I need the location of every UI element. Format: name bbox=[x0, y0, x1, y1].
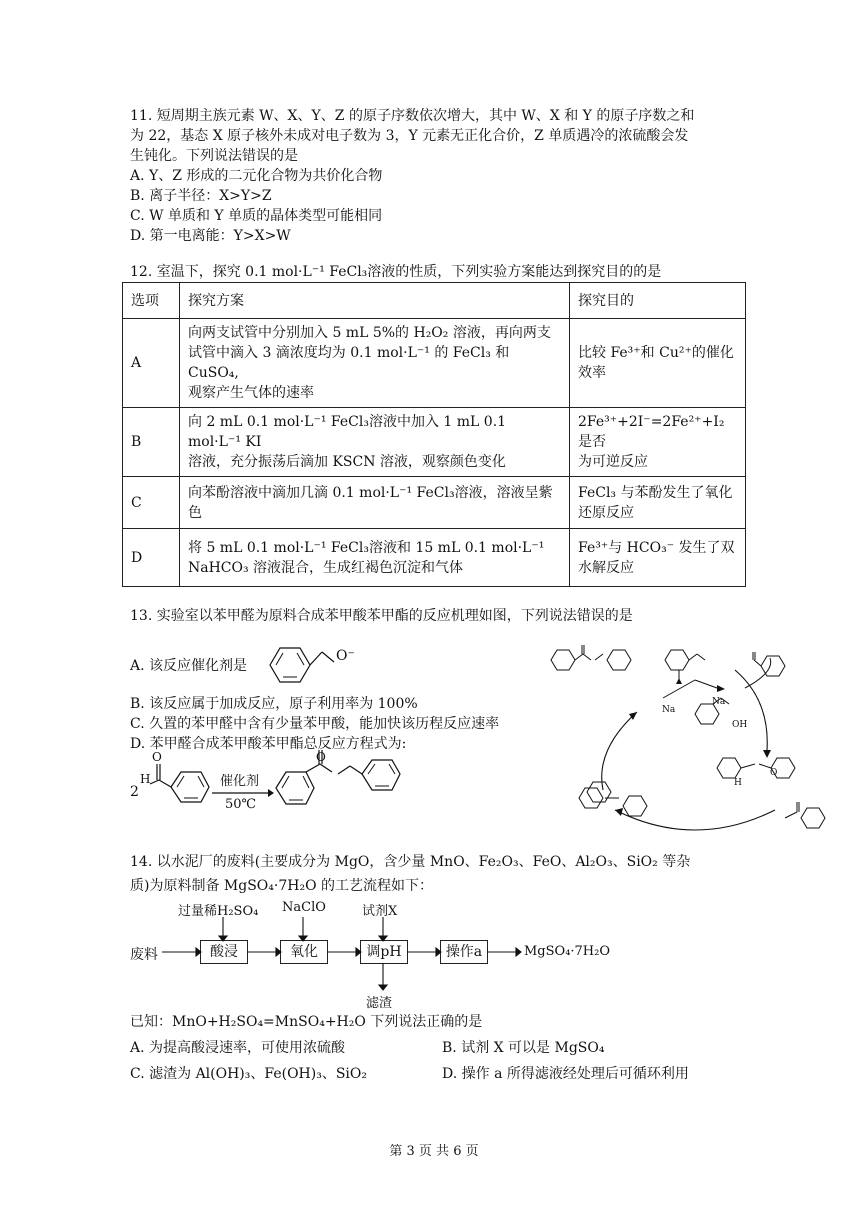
q13-option-b: B. 该反应属于加成反应，原子利用率为 100% bbox=[130, 696, 418, 712]
goal-line: FeCl₃ 与苯酚发生了氧化 bbox=[578, 484, 733, 501]
plan-line: 试管中滴入 3 滴浓度均为 0.1 mol·L⁻¹ 的 FeCl₃ 和 CuSO₄, bbox=[188, 345, 510, 381]
alkoxide-label: O⁻ bbox=[336, 648, 355, 664]
plan-line: 色 bbox=[188, 504, 202, 521]
q11-stem-line2: 为 22，基态 X 原子核外未成对电子数为 3，Y 元素无正化合价，Z 单质遇冷的浓硫酸会发 bbox=[130, 128, 689, 144]
goal-line: 为可逆反应 bbox=[578, 454, 648, 470]
flow-product-label: MgSO₄·7H₂O bbox=[524, 944, 611, 959]
flow-box-acid-leach: 酸浸 bbox=[200, 940, 248, 964]
table-header-goal: 探究目的 bbox=[570, 283, 746, 319]
q12-stem: 12. 室温下，探究 0.1 mol·L⁻¹ FeCl₃溶液的性质，下列实验方案能达到探究目的的是 bbox=[130, 264, 662, 280]
equation-catalyst: 催化剂 bbox=[220, 774, 260, 789]
q13-option-a: A. 该反应催化剂是 bbox=[130, 658, 248, 674]
q11-option-a: A. Y、Z 形成的二元化合物为共价化合物 bbox=[130, 168, 383, 184]
q13-stem: 13. 实验室以苯甲醛为原料合成苯甲酸苯甲酯的反应机理如图，下列说法错误的是 bbox=[130, 608, 633, 624]
plan-line: 溶液，充分振荡后滴加 KSCN 溶液，观察颜色变化 bbox=[188, 454, 506, 470]
q11-stem-line3: 生钝化。下列说法错误的是 bbox=[130, 148, 298, 164]
cycle-na-right-label: Na bbox=[712, 697, 726, 707]
flow-box-adjust-ph: 调pH bbox=[360, 940, 408, 964]
goal-line: 还原反应 bbox=[578, 504, 634, 521]
row-option: B bbox=[123, 408, 180, 477]
flow-reagent-naclo: NaClO bbox=[282, 900, 326, 915]
equation-h-label: H bbox=[140, 772, 151, 786]
ester-o-label: O bbox=[316, 750, 326, 764]
q14-stem-line1: 14. 以水泥厂的废料(主要成分为 MgO，含少量 MnO、Fe₂O₃、FeO、Al₂O₃、SiO₂ 等杂 bbox=[130, 854, 691, 870]
page-footer: 第 3 页 共 6 页 bbox=[389, 1144, 479, 1159]
q11-option-c: C. W 单质和 Y 单质的晶体类型可能相同 bbox=[130, 208, 383, 224]
q14-option-b: B. 试剂 X 可以是 MgSO₄ bbox=[442, 1040, 605, 1056]
flow-residue-label: 滤渣 bbox=[366, 996, 393, 1011]
equation-coefficient: 2 bbox=[130, 784, 139, 800]
q14-known: 已知：MnO+H₂SO₄=MnSO₄+H₂O 下列说法正确的是 bbox=[130, 1014, 483, 1030]
q14-option-a: A. 为提高酸浸速率，可使用浓硫酸 bbox=[130, 1040, 346, 1056]
plan-line: 观察产生气体的速率 bbox=[188, 385, 314, 401]
table-header-plan: 探究方案 bbox=[180, 283, 570, 319]
q14-stem-line2: 质)为原料制备 MgSO₄·7H₂O 的工艺流程如下： bbox=[130, 878, 433, 894]
plan-line: 将 5 mL 0.1 mol·L⁻¹ FeCl₃溶液和 15 mL 0.1 mol·L⁻¹ bbox=[188, 539, 545, 556]
q13-option-c: C. 久置的苯甲醛中含有少量苯甲酸，能加快该历程反应速率 bbox=[130, 716, 500, 732]
cycle-h-label: H bbox=[734, 778, 742, 788]
plan-line: NaHCO₃ 溶液混合，生成红褐色沉淀和气体 bbox=[188, 559, 464, 576]
row-option: C bbox=[123, 477, 180, 529]
equation-o-label: O bbox=[152, 750, 162, 764]
q11-option-d: D. 第一电离能：Y>X>W bbox=[130, 228, 291, 244]
q11-stem-line1: 11. 短周期主族元素 W、X、Y、Z 的原子序数依次增大，其中 W、X 和 Y 的原子序数之和 bbox=[130, 108, 695, 124]
goal-line: 2Fe³⁺+2I⁻=2Fe²⁺+I₂ 是否 bbox=[578, 414, 725, 450]
plan-line: 向两支试管中分别加入 5 mL 5%的 H₂O₂ 溶液，再向两支 bbox=[188, 325, 551, 341]
plan-line: 向苯酚溶液中滴加几滴 0.1 mol·L⁻¹ FeCl₃溶液，溶液呈紫 bbox=[188, 484, 553, 501]
q13-option-d: D. 苯甲醛合成苯甲酸苯甲酯总反应方程式为: bbox=[130, 736, 407, 752]
goal-line: Fe³⁺与 HCO₃⁻ 发生了双 bbox=[578, 539, 735, 556]
q14-option-c: C. 滤渣为 Al(OH)₃、Fe(OH)₃、SiO₂ bbox=[130, 1066, 367, 1082]
cycle-na-left-label: Na bbox=[662, 705, 676, 715]
goal-line: 效率 bbox=[578, 365, 606, 381]
row-option: A bbox=[123, 319, 180, 408]
flow-box-operation-a: 操作a bbox=[440, 940, 488, 964]
equation-temperature: 50℃ bbox=[225, 797, 257, 812]
flow-box-oxidation: 氧化 bbox=[280, 940, 328, 964]
table-header-option: 选项 bbox=[123, 283, 180, 319]
q14-option-d: D. 操作 a 所得滤液经处理后可循环利用 bbox=[442, 1066, 689, 1082]
q11-option-b: B. 离子半径：X>Y>Z bbox=[130, 188, 272, 204]
cycle-oh-label: OH bbox=[732, 720, 748, 730]
goal-line: 水解反应 bbox=[578, 559, 634, 576]
flow-feed-label: 废料 bbox=[130, 947, 158, 963]
cycle-o-label: O bbox=[770, 768, 778, 778]
flow-reagent-x: 试剂X bbox=[362, 904, 398, 919]
flow-reagent-acid: 过量稀H₂SO₄ bbox=[178, 904, 259, 919]
row-option: D bbox=[123, 529, 180, 587]
goal-line: 比较 Fe³⁺和 Cu²⁺的催化 bbox=[578, 345, 734, 361]
plan-line: 向 2 mL 0.1 mol·L⁻¹ FeCl₃溶液中加入 1 mL 0.1 mol·L⁻¹ KI bbox=[188, 414, 507, 450]
